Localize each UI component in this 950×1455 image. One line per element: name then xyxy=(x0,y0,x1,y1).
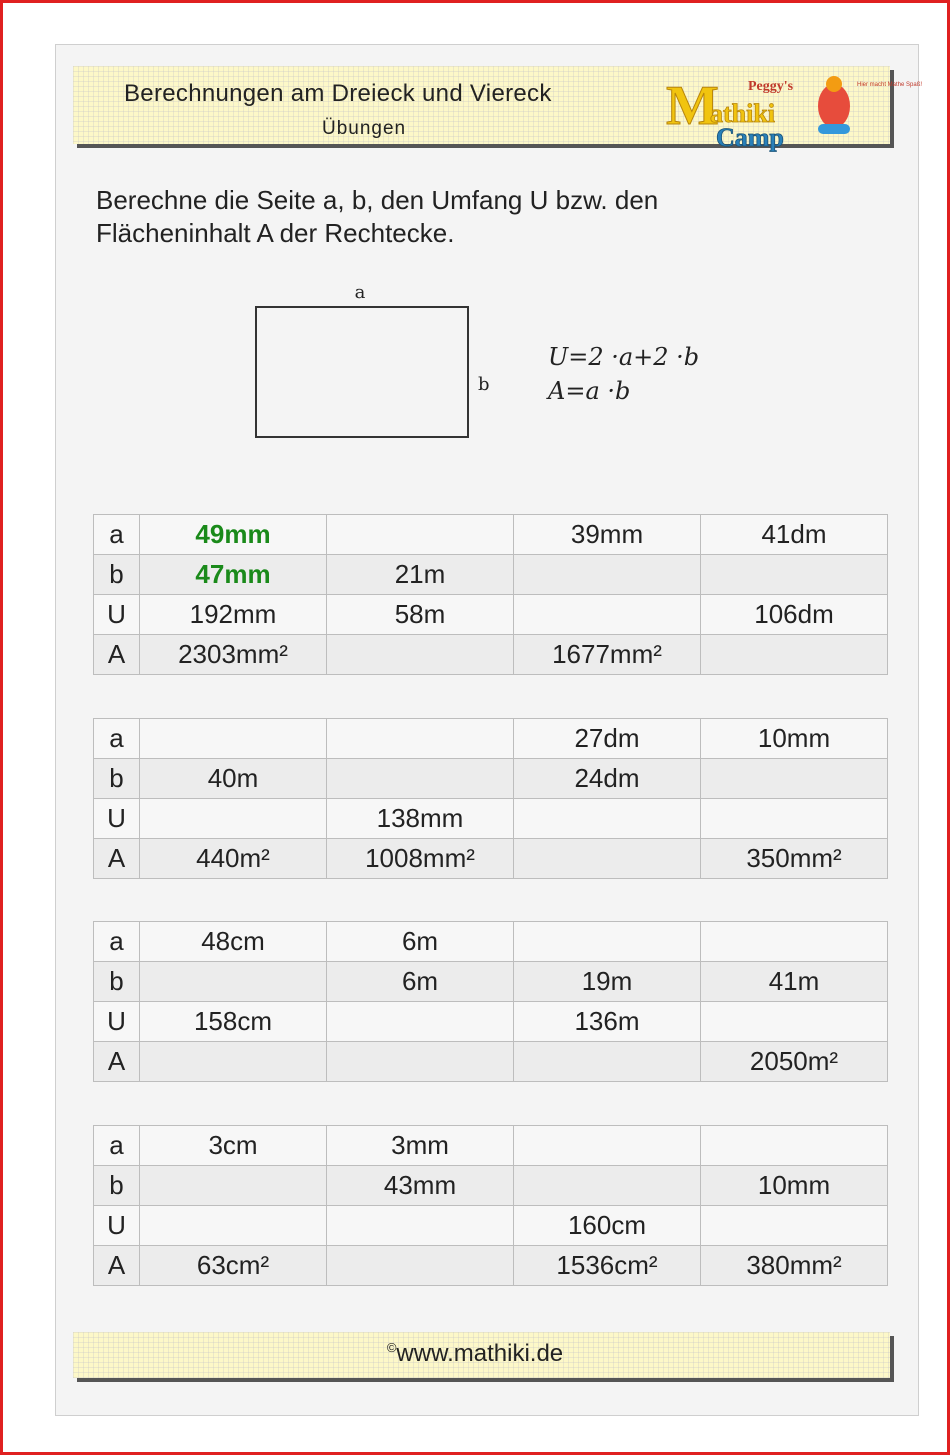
table-cell: 41m xyxy=(701,962,888,1002)
table-cell: 24dm xyxy=(514,759,701,799)
table-row xyxy=(94,1246,888,1286)
rectangle-shape xyxy=(256,307,468,437)
row-label: b xyxy=(94,759,140,799)
row-label: a xyxy=(94,1126,140,1166)
table-cell: 350mm² xyxy=(701,839,888,879)
solution-cell: 47mm xyxy=(140,555,327,595)
exercise-table-2 xyxy=(93,718,888,879)
table-cell: 58m xyxy=(327,595,514,635)
table-cell xyxy=(514,1166,701,1206)
area-formula: A=a ·b xyxy=(548,377,631,405)
table-cell: 19m xyxy=(514,962,701,1002)
table-cell: 1008mm² xyxy=(327,839,514,879)
table-cell: 48cm xyxy=(140,922,327,962)
table-cell: 106dm xyxy=(701,595,888,635)
table-cell: 10mm xyxy=(701,1166,888,1206)
table-cell xyxy=(514,799,701,839)
table-cell: 40m xyxy=(140,759,327,799)
row-label: U xyxy=(94,1206,140,1246)
table-cell: 192mm xyxy=(140,595,327,635)
row-label: b xyxy=(94,1166,140,1206)
row-label: U xyxy=(94,595,140,635)
table-cell: 27dm xyxy=(514,719,701,759)
table-row xyxy=(94,839,888,879)
table-row xyxy=(94,922,888,962)
table-cell: 43mm xyxy=(327,1166,514,1206)
table-row xyxy=(94,1166,888,1206)
table-cell xyxy=(327,1042,514,1082)
table-cell: 158cm xyxy=(140,1002,327,1042)
table-cell xyxy=(140,1166,327,1206)
table-cell xyxy=(140,962,327,1002)
logo-top-text: Peggy's xyxy=(748,79,794,94)
table-row xyxy=(94,1002,888,1042)
table-row xyxy=(94,799,888,839)
row-label: A xyxy=(94,839,140,879)
footer-url[interactable]: www.mathiki.de xyxy=(396,1340,564,1367)
table-cell xyxy=(701,555,888,595)
table-cell xyxy=(701,1206,888,1246)
table-cell xyxy=(514,1042,701,1082)
table-row xyxy=(94,515,888,555)
table-cell xyxy=(327,635,514,675)
table-cell xyxy=(327,719,514,759)
side-label-a: a xyxy=(354,282,366,303)
table-cell xyxy=(327,1246,514,1286)
table-cell xyxy=(140,799,327,839)
table-cell xyxy=(327,515,514,555)
table-row xyxy=(94,595,888,635)
row-label: b xyxy=(94,555,140,595)
exercise-table-3 xyxy=(93,921,888,1082)
table-cell xyxy=(701,922,888,962)
logo-side-text: Hier macht Mathe Spaß! xyxy=(857,82,923,88)
table-cell: 63cm² xyxy=(140,1246,327,1286)
table-row xyxy=(94,962,888,1002)
page-subtitle: Übungen xyxy=(322,118,407,139)
row-label: a xyxy=(94,719,140,759)
table-cell: 3mm xyxy=(327,1126,514,1166)
table-cell: 1536cm² xyxy=(514,1246,701,1286)
table-row xyxy=(94,759,888,799)
exercise-table-4 xyxy=(93,1125,888,1286)
rectangle-figure xyxy=(240,278,520,448)
table-cell xyxy=(701,1126,888,1166)
table-cell: 160cm xyxy=(514,1206,701,1246)
exercise-table-1 xyxy=(93,514,888,675)
table-cell xyxy=(140,1206,327,1246)
row-label: A xyxy=(94,1042,140,1082)
row-label: a xyxy=(94,922,140,962)
table-cell xyxy=(701,635,888,675)
table-cell: 6m xyxy=(327,962,514,1002)
table-cell xyxy=(327,1002,514,1042)
side-label-b: b xyxy=(478,374,490,395)
table-cell xyxy=(701,759,888,799)
row-label: a xyxy=(94,515,140,555)
logo-bug-feet xyxy=(818,124,850,134)
perimeter-formula: U=2 ·a+2 ·b xyxy=(548,343,700,371)
table-row xyxy=(94,1126,888,1166)
table-row xyxy=(94,1206,888,1246)
logo-line1: athiki xyxy=(710,99,776,128)
table-cell xyxy=(140,719,327,759)
table-cell xyxy=(514,922,701,962)
table-cell: 2303mm² xyxy=(140,635,327,675)
table-cell xyxy=(327,759,514,799)
table-cell xyxy=(140,1042,327,1082)
copyright-symbol: © xyxy=(386,1340,397,1355)
table-cell: 1677mm² xyxy=(514,635,701,675)
table-row xyxy=(94,635,888,675)
table-cell: 138mm xyxy=(327,799,514,839)
footer xyxy=(0,1340,950,1368)
table-cell xyxy=(514,1126,701,1166)
row-label: A xyxy=(94,1246,140,1286)
table-cell xyxy=(514,595,701,635)
logo-line2: Camp xyxy=(716,123,784,152)
instruction-line-1: Berechne die Seite a, b, den Umfang U bzw. den xyxy=(96,185,659,215)
table-cell: 39mm xyxy=(514,515,701,555)
formulas xyxy=(548,340,699,408)
row-label: U xyxy=(94,799,140,839)
table-cell xyxy=(701,1002,888,1042)
table-cell: 2050m² xyxy=(701,1042,888,1082)
table-row xyxy=(94,555,888,595)
table-cell: 21m xyxy=(327,555,514,595)
table-cell: 380mm² xyxy=(701,1246,888,1286)
table-cell: 440m² xyxy=(140,839,327,879)
table-row xyxy=(94,1042,888,1082)
task-instruction xyxy=(96,184,796,250)
table-cell xyxy=(701,799,888,839)
table-cell: 10mm xyxy=(701,719,888,759)
table-cell xyxy=(327,1206,514,1246)
table-cell: 41dm xyxy=(701,515,888,555)
mathiki-camp-logo xyxy=(664,66,923,152)
table-cell: 3cm xyxy=(140,1126,327,1166)
row-label: b xyxy=(94,962,140,1002)
table-cell xyxy=(514,555,701,595)
instruction-line-2: Flächeninhalt A der Rechtecke. xyxy=(96,218,455,248)
table-cell: 136m xyxy=(514,1002,701,1042)
row-label: U xyxy=(94,1002,140,1042)
logo-main-letter: M xyxy=(666,75,719,137)
page-title: Berechnungen am Dreieck und Viereck xyxy=(124,80,552,107)
solution-cell: 49mm xyxy=(140,515,327,555)
table-cell xyxy=(514,839,701,879)
table-cell: 6m xyxy=(327,922,514,962)
logo-bug-head xyxy=(826,76,842,92)
row-label: A xyxy=(94,635,140,675)
table-row xyxy=(94,719,888,759)
